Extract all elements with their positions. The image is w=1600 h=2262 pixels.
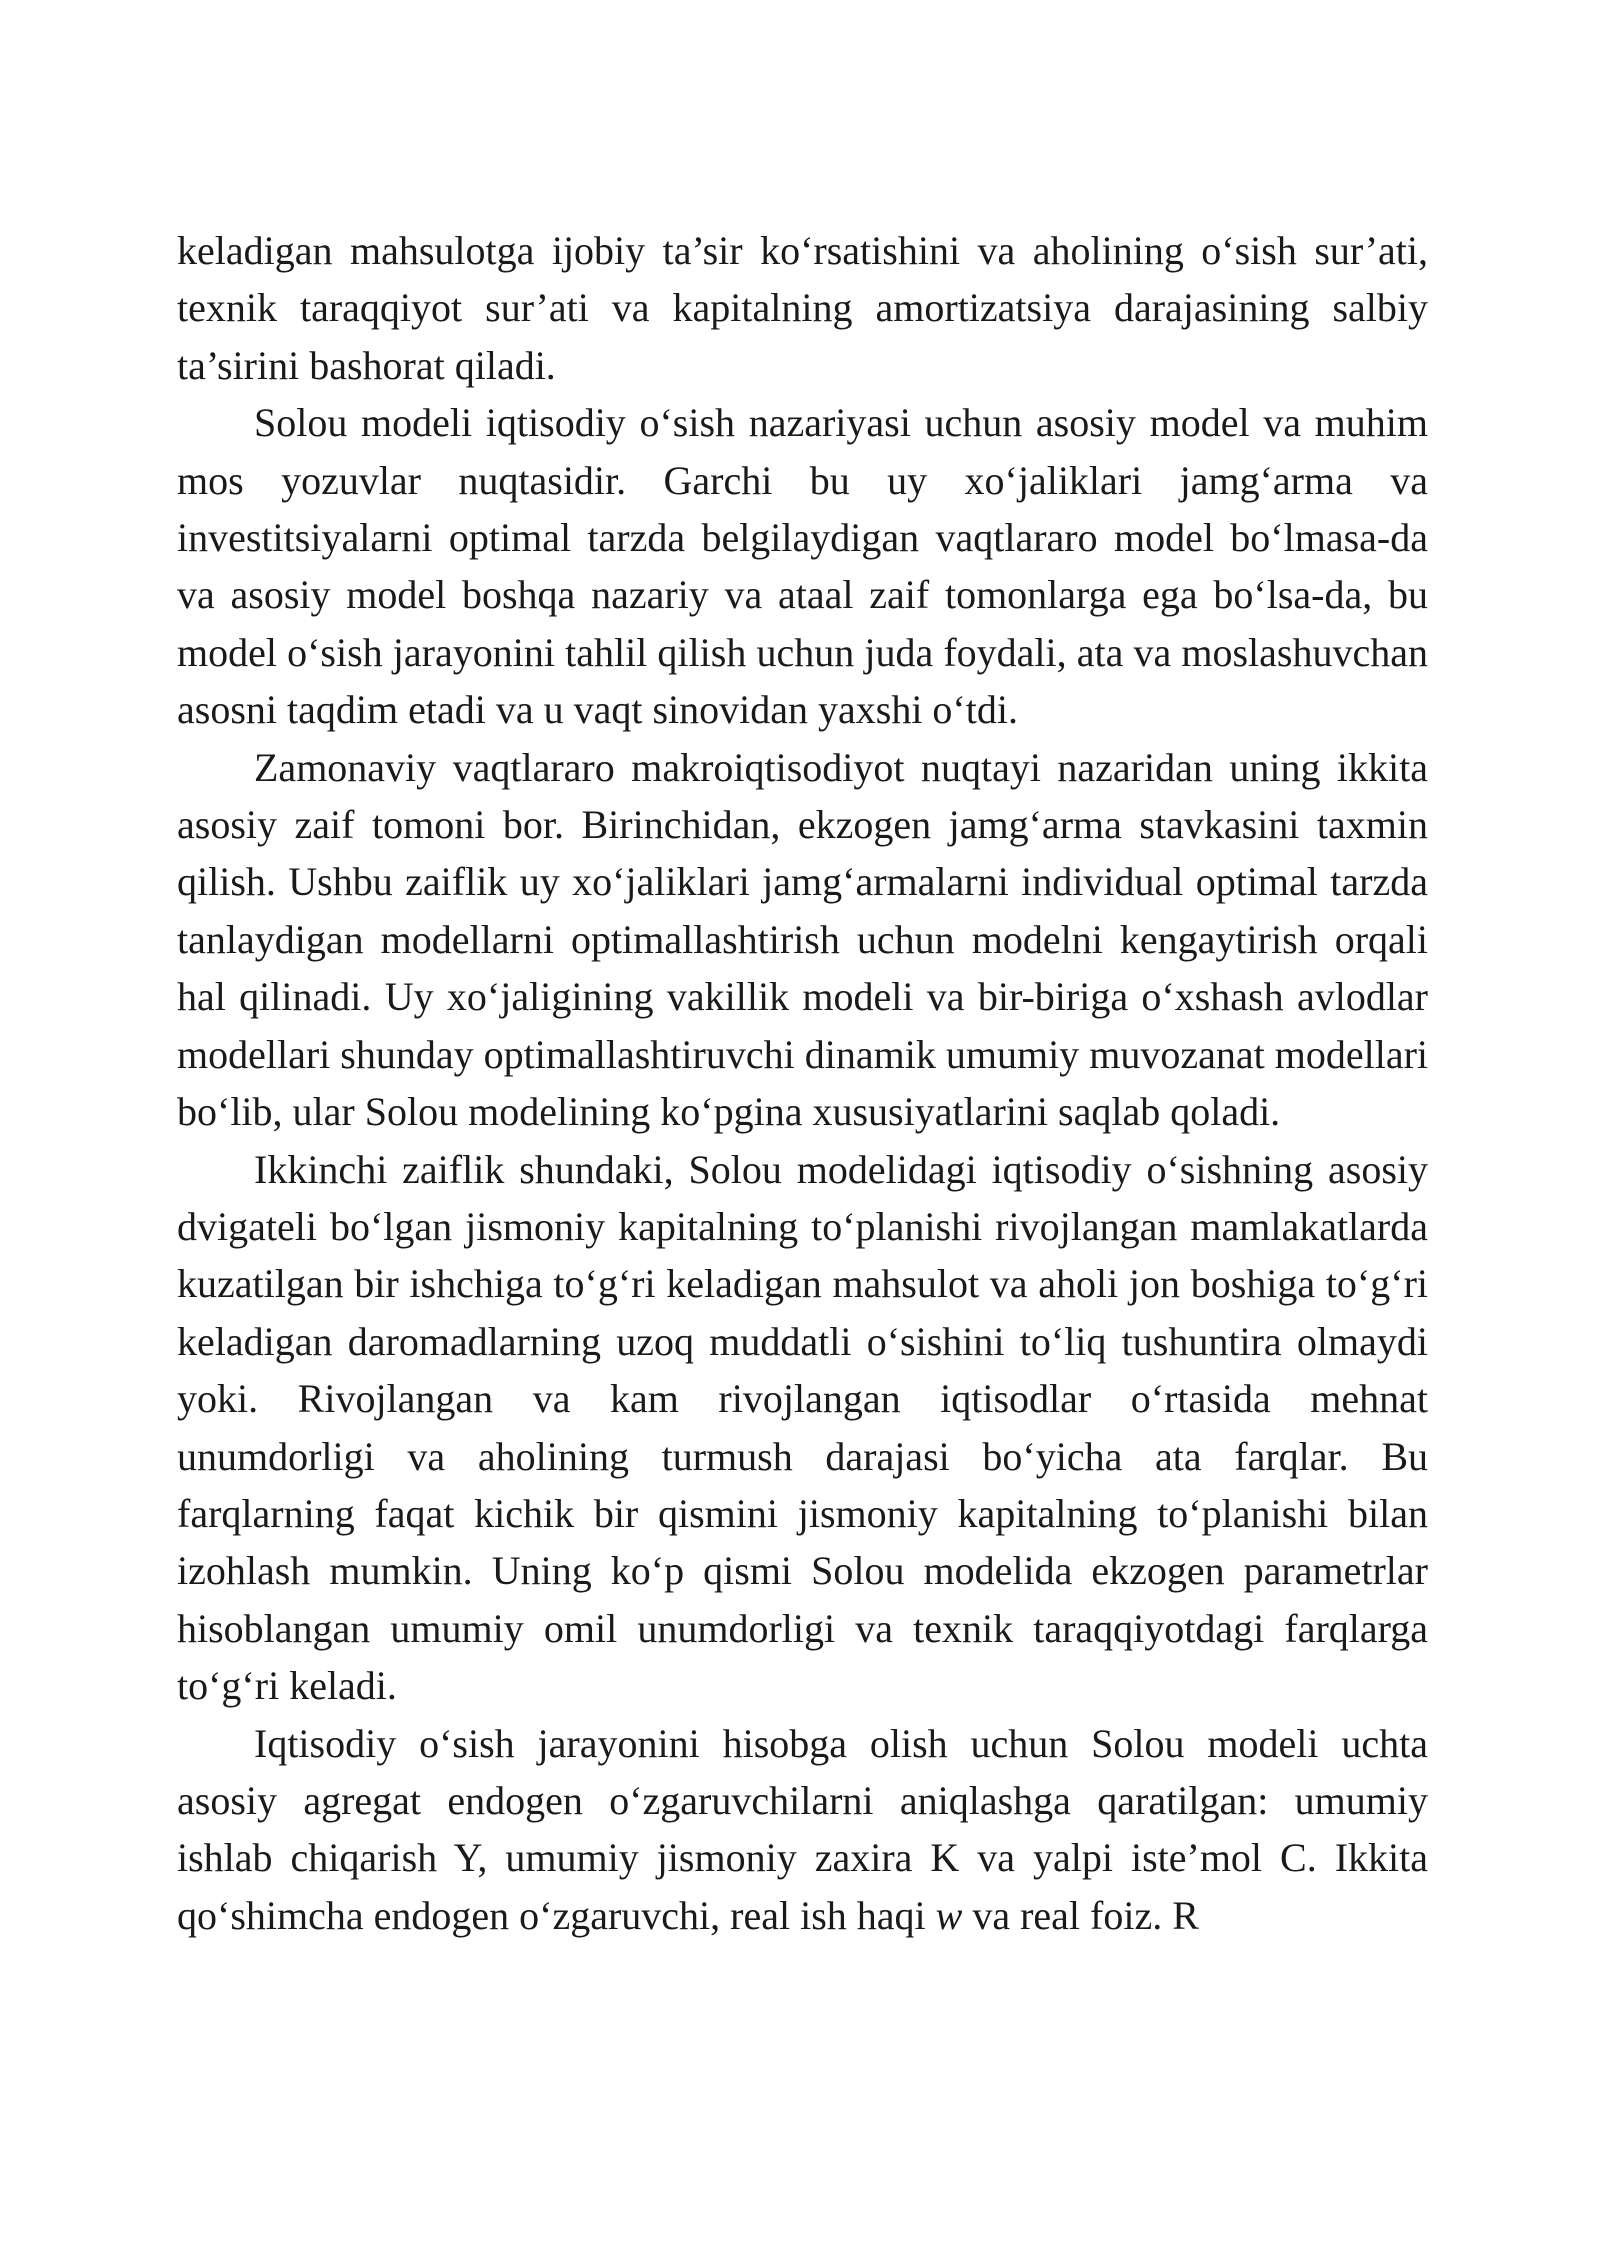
paragraph-4: Ikkinchi zaiflik shundaki, Solou modelidagi iqtisodiy o‘sishning asosiy dvigateli bo‘lgan jismoniy kapitalning to‘planishi rivojlangan mamlakatlarda kuzatilgan bir ishchiga to‘g‘ri keladigan mahsulot va aholi jon boshiga to‘g‘ri keladigan daromadlarning uzoq muddatli o‘sishini to‘liq tushuntira olmaydi yoki. Rivojlangan va kam rivojlangan iqtisodlar o‘rtasida mehnat unumdorligi va aholining turmush darajasi bo‘yicha ata farqlar. Bu farqlarning faqat kichik bir qismini jismoniy kapitalning to‘planishi bilan izohlash mumkin. Uning ko‘p qismi Solou modelida ekzogen parametrlar hisoblangan umumiy omil unumdorligi va texnik taraqqiyotdagi farqlarga to‘g‘ri keladi. — [177, 1146, 1428, 1709]
paragraph-1: keladigan mahsulotga ijobiy ta’sir ko‘rsatishini va aholining o‘sish sur’ati, texnik taraqqiyot sur’ati va kapitalning amortizatsiya darajasining salbiy ta’sirini bashorat qiladi. — [177, 228, 1428, 388]
wage-variable: w — [935, 1892, 963, 1938]
document-page — [177, 222, 1428, 1944]
paragraph-2: Solou modeli iqtisodiy o‘sish nazariyasi uchun asosiy model va muhim mos yozuvlar nuqtasidir. Garchi bu uy xo‘jaliklari jamg‘arma va investitsiyalarni optimal tarzda belgilaydigan vaqtlararo model bo‘lmasa-da va asosiy model boshqa nazariy va ataal zaif tomonlarga ega bo‘lsa-da, bu model o‘sish jarayonini tahlil qilish uchun juda foydali, ata va moslashuvchan asosni taqdim etadi va u vaqt sinovidan yaxshi o‘tdi. — [177, 400, 1428, 733]
paragraph-5-text-start: Iqtisodiy o‘sish jarayonini hisobga olish uchun Solou modeli uchta asosiy agregat endogen o‘zgaruvchilarni aniqlashga qaratilgan: umumiy ishlab chiqarish Y, umumiy jismoniy zaxira K va yalpi iste’mol C. Ikkita qo‘shimcha endogen o‘zgaruvchi, real ish haqi — [177, 1720, 1428, 1938]
paragraph-5-text-end: va real foiz. R — [962, 1892, 1199, 1938]
paragraph-3: Zamonaviy vaqtlararo makroiqtisodiyot nuqtayi nazaridan uning ikkita asosiy zaif tomoni bor. Birinchidan, ekzogen jamg‘arma stavkasini taxmin qilish. Ushbu zaiflik uy xo‘jaliklari jamg‘armalarni individual optimal tarzda tanlaydigan modellarni optimallashtirish uchun modelni kengaytirish orqali hal qilinadi. Uy xo‘jaligining vakillik modeli va bir-biriga o‘xshash avlodlar modellari shunday optimallashtiruvchi dinamik umumiy muvozanat modellari bo‘lib, ular Solou modelining ko‘pgina xususiyatlarini saqlab qoladi. — [177, 744, 1428, 1135]
paragraph-5 — [177, 1715, 1428, 1945]
